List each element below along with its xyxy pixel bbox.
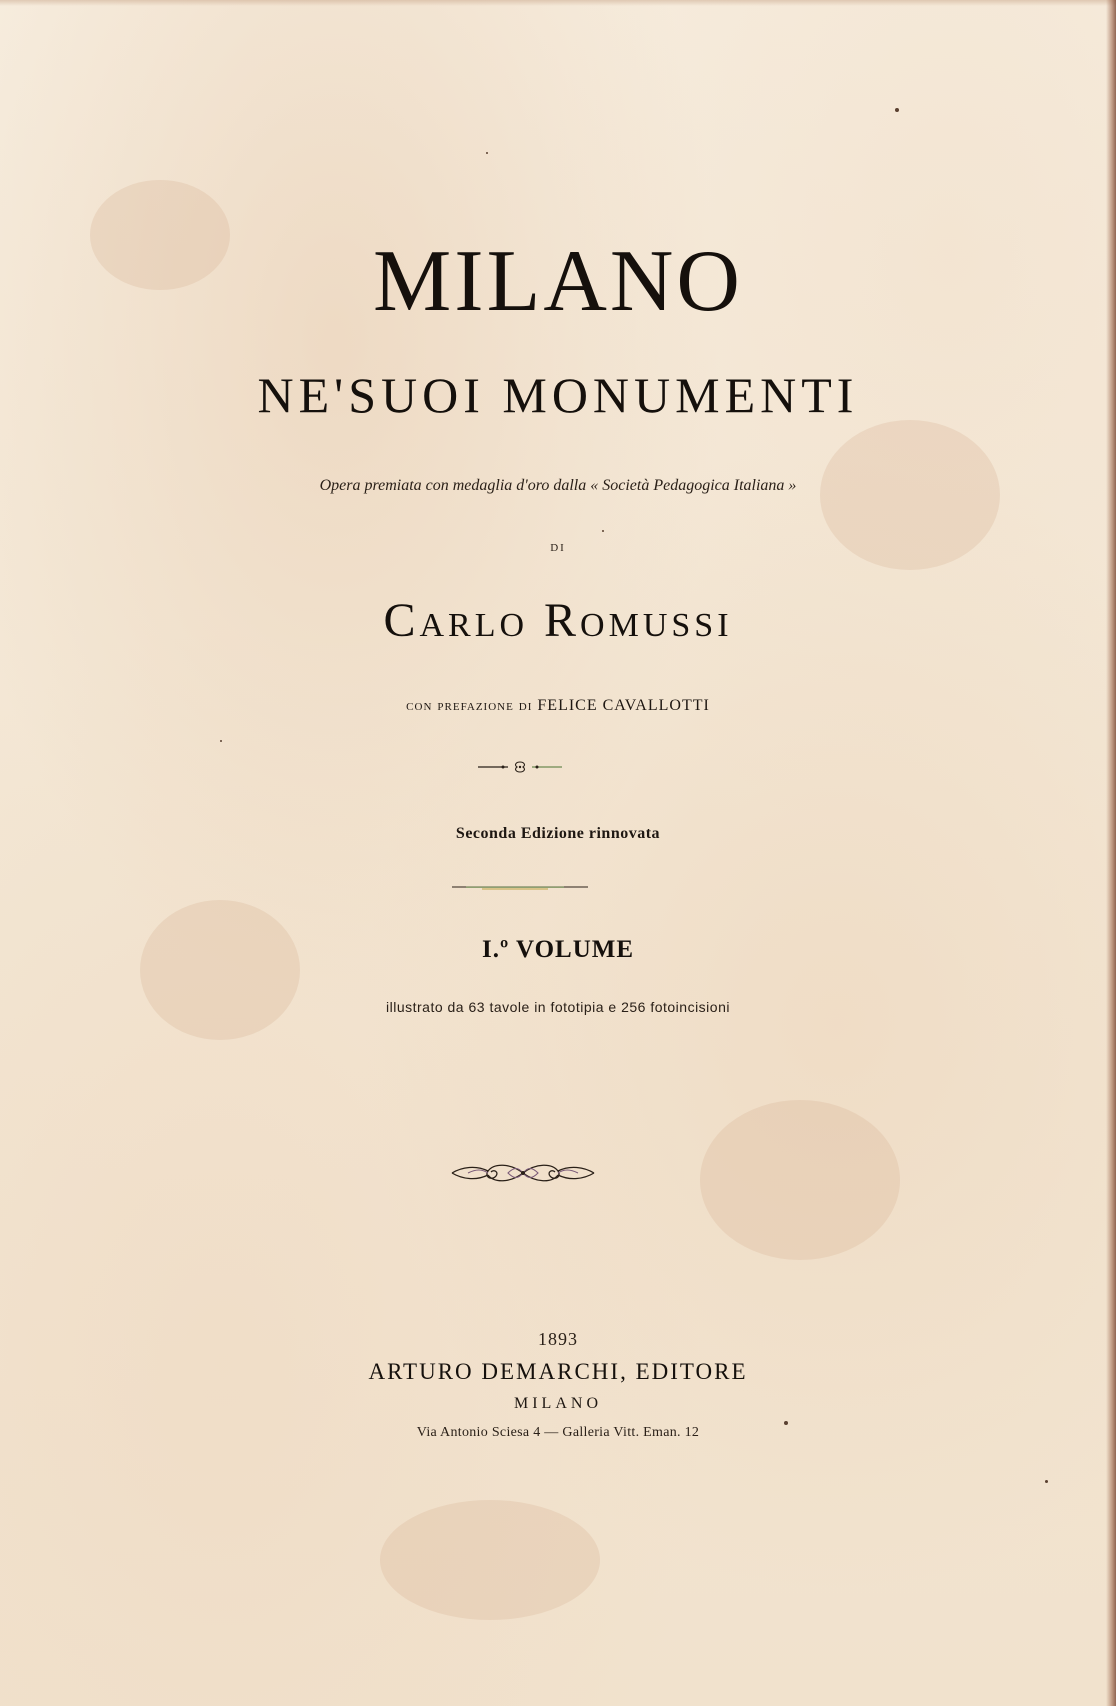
- page-top-edge: [0, 0, 1116, 6]
- foxing-stain: [700, 1100, 900, 1260]
- foxing-stain: [140, 900, 300, 1040]
- illustrations-line: illustrato da 63 tavole in fototipia e 256 fotoincisioni: [386, 999, 730, 1015]
- ink-speck: [1045, 1480, 1048, 1483]
- book-subtitle: NE'SUOI MONUMENTI: [257, 367, 859, 423]
- ink-speck: [784, 1421, 788, 1425]
- small-ornament-rule: [478, 760, 562, 774]
- author-name: Carlo Romussi: [383, 594, 733, 647]
- ink-speck: [486, 152, 488, 154]
- by-line: DI: [550, 542, 566, 554]
- foxing-stain: [380, 1500, 600, 1620]
- fleuron-ornament: [448, 1157, 598, 1189]
- publication-year: 1893: [538, 1329, 578, 1349]
- ink-speck: [895, 108, 899, 112]
- edition-line: Seconda Edizione rinnovata: [455, 825, 661, 842]
- publisher-name: ARTURO DEMARCHI, EDITORE: [368, 1359, 748, 1384]
- double-rule: [452, 885, 588, 891]
- award-line: Opera premiata con medaglia d'oro dalla « Società Pedagogica Italiana »: [319, 477, 797, 494]
- publisher-address: Via Antonio Sciesa 4 — Galleria Vitt. Eman. 12: [416, 1425, 700, 1440]
- ink-speck: [602, 530, 604, 532]
- volume-label: I.º VOLUME: [481, 936, 635, 963]
- book-title: MILANO: [373, 233, 743, 330]
- publisher-city: MILANO: [514, 1395, 602, 1412]
- ink-speck: [220, 740, 222, 742]
- preface-line: con prefazione di FELICE CAVALLOTTI: [406, 697, 710, 714]
